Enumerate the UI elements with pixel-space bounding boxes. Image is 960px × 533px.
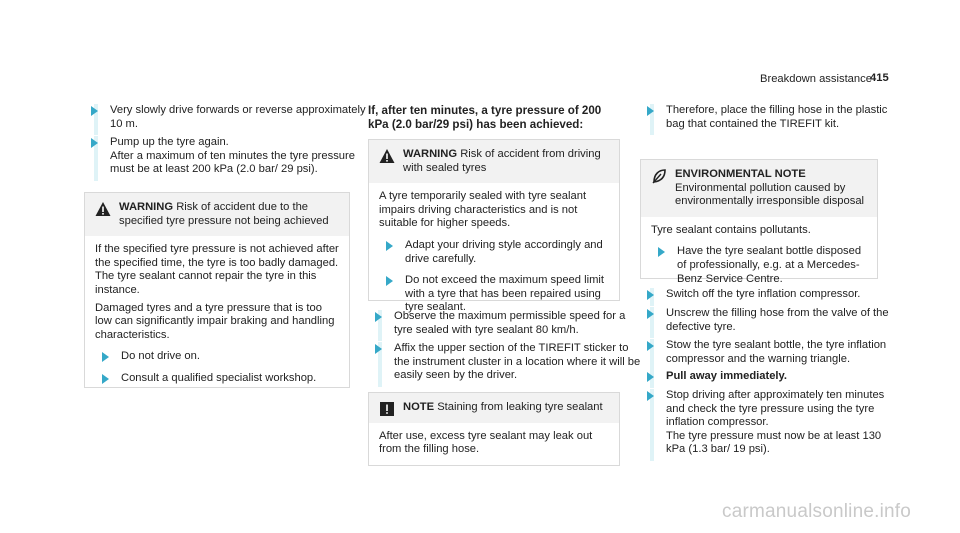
arrow-icon bbox=[386, 276, 393, 286]
warning-box-sealed: WARNING Risk of accident from driving with sealed tyres A tyre temporarily sealed with tyre sealant impairs driving characteristics and is not suitable for higher speeds. Adapt your driving style accordingly and drive carefully. Do not exceed the maximum speed limit with a tyre that has been repaired using tyre sealant. bbox=[368, 139, 620, 301]
note-icon bbox=[379, 401, 395, 417]
arrow-icon bbox=[375, 312, 382, 322]
arrow-icon bbox=[647, 290, 654, 300]
step-consult-workshop: Consult a qualified specialist workshop. bbox=[95, 372, 341, 386]
step-place-hose: Therefore, place the filling hose in the plastic bag that contained the TIREFIT kit. bbox=[640, 104, 902, 131]
warning-box-pressure: WARNING Risk of accident due to the specified tyre pressure not being achieved If the specified tyre pressure is not achieved after the specified time, the tyre is too badly damaged. The tyre sealant cannot repair the tyre in this instance. Damaged tyres and a tyre pressure that is too low can significantly impair braking and handling characteristics. Do not drive on. Consult a qualified specialist workshop. bbox=[84, 192, 350, 388]
step-do-not-drive: Do not drive on. bbox=[95, 350, 341, 364]
arrow-icon bbox=[91, 106, 98, 116]
arrow-icon bbox=[375, 344, 382, 354]
step-adapt-driving: Adapt your driving style accordingly and drive carefully. bbox=[379, 239, 610, 266]
step-pull-away: Pull away immediately. bbox=[640, 370, 902, 384]
step-unscrew-hose: Unscrew the filling hose from the valve of the defective tyre. bbox=[640, 307, 902, 334]
arrow-icon bbox=[647, 106, 654, 116]
step-drive-slowly: Very slowly drive forwards or reverse approximately 10 m. bbox=[84, 104, 370, 131]
environment-icon bbox=[651, 168, 667, 184]
arrow-icon bbox=[658, 247, 665, 257]
note-box-staining: NOTE Staining from leaking tyre sealant After use, excess tyre sealant may leak out from the filling hose. bbox=[368, 392, 620, 466]
step-pump-tyre: Pump up the tyre again. After a maximum of ten minutes the tyre pressure must be at least 200 kPa (2.0 bar/ 29 psi). bbox=[84, 136, 370, 177]
step-dispose-bottle: Have the tyre sealant bottle disposed of professionally, e.g. at a Mercedes-Benz Service Centre. bbox=[651, 245, 872, 286]
arrow-icon bbox=[386, 241, 393, 251]
environmental-note-box: ENVIRONMENTAL NOTE Environmental pollution caused by environmentally irresponsible disposal Tyre sealant contains pollutants. Have the tyre sealant bottle disposed of professionally, e.g. at a Mercedes-Benz Service Centre. bbox=[640, 159, 878, 279]
arrow-icon bbox=[647, 309, 654, 319]
arrow-icon bbox=[647, 372, 654, 382]
condition-title: If, after ten minutes, a tyre pressure of 200 kPa (2.0 bar/29 psi) has been achieved: bbox=[368, 104, 602, 131]
arrow-icon bbox=[647, 341, 654, 351]
section-header: Breakdown assistance bbox=[760, 73, 872, 85]
page-number: 415 bbox=[870, 72, 889, 84]
warning-icon bbox=[379, 148, 395, 164]
step-do-not-exceed: Do not exceed the maximum speed limit with a tyre that has been repaired using tyre sealant. bbox=[379, 274, 610, 315]
step-switch-off: Switch off the tyre inflation compressor. bbox=[640, 288, 902, 302]
step-observe-speed: Observe the maximum permissible speed for a tyre sealed with tyre sealant 80 km/h. bbox=[368, 310, 644, 337]
arrow-icon bbox=[647, 391, 654, 401]
step-stop-check: Stop driving after approximately ten minutes and check the tyre pressure using the tyre inflation compressor. The tyre pressure must now be at least 130 kPa (1.3 bar/ 19 psi). bbox=[640, 389, 902, 457]
arrow-icon bbox=[102, 352, 109, 362]
warning-icon bbox=[95, 201, 111, 217]
step-affix-sticker: Affix the upper section of the TIREFIT sticker to the instrument cluster in a location where it will be easily seen by the driver. bbox=[368, 342, 644, 383]
arrow-icon bbox=[102, 374, 109, 384]
step-stow: Stow the tyre sealant bottle, the tyre inflation compressor and the warning triangle. bbox=[640, 339, 902, 366]
watermark: carmanualsonline.info bbox=[722, 501, 912, 522]
arrow-icon bbox=[91, 138, 98, 148]
